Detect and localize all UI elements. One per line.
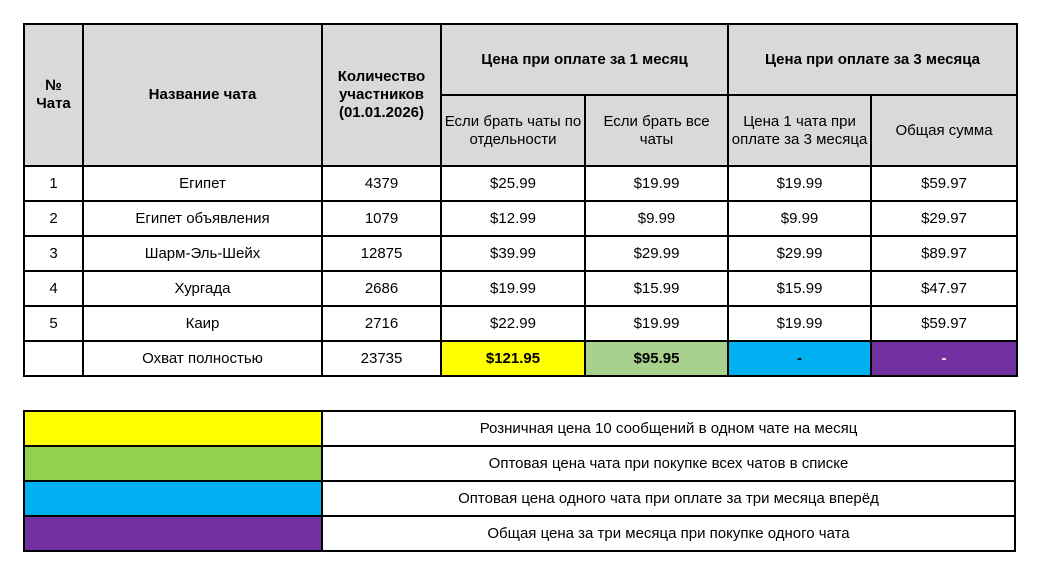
summary-num [24,341,83,376]
cell-name: Шарм-Эль-Шейх [83,236,322,271]
cell-count: 4379 [322,166,441,201]
legend-text: Оптовая цена одного чата при оплате за три месяца вперёд [322,481,1015,516]
summary-name: Охват полностью [83,341,322,376]
cell-count: 2716 [322,306,441,341]
header-all-chats-price: Если брать все чаты [585,95,728,166]
summary-all-total: $95.95 [585,341,728,376]
legend-swatch-purple [24,516,322,551]
cell-name: Египет объявления [83,201,322,236]
legend-swatch-green [24,446,322,481]
legend-swatch-yellow [24,411,322,446]
cell-num: 1 [24,166,83,201]
cell-separate: $19.99 [441,271,585,306]
header-total-sum: Общая сумма [871,95,1017,166]
price-table [23,23,1018,377]
cell-total: $59.97 [871,306,1017,341]
cell-total: $59.97 [871,166,1017,201]
cell-name: Египет [83,166,322,201]
table-row [24,201,1017,236]
cell-count: 1079 [322,201,441,236]
cell-total: $29.97 [871,201,1017,236]
color-legend [23,410,1016,552]
cell-total: $47.97 [871,271,1017,306]
summary-count: 23735 [322,341,441,376]
header-one-chat-three-months: Цена 1 чата при оплате за 3 месяца [728,95,871,166]
summary-row [24,341,1017,376]
legend-text: Общая цена за три месяца при покупке одного чата [322,516,1015,551]
cell-one3m: $19.99 [728,166,871,201]
legend-item [24,446,1015,481]
summary-total-total: - [871,341,1017,376]
legend-item [24,481,1015,516]
table-row [24,271,1017,306]
cell-num: 4 [24,271,83,306]
table-row [24,306,1017,341]
cell-all: $19.99 [585,166,728,201]
cell-one3m: $29.99 [728,236,871,271]
cell-separate: $25.99 [441,166,585,201]
header-separate-price: Если брать чаты по отдельности [441,95,585,166]
cell-num: 2 [24,201,83,236]
cell-count: 12875 [322,236,441,271]
cell-all: $9.99 [585,201,728,236]
header-chat-name: Название чата [83,24,322,166]
header-chat-number: № Чата [24,24,83,166]
cell-num: 3 [24,236,83,271]
cell-all: $15.99 [585,271,728,306]
table-row [24,166,1017,201]
cell-separate: $39.99 [441,236,585,271]
legend-swatch-blue [24,481,322,516]
cell-num: 5 [24,306,83,341]
cell-all: $19.99 [585,306,728,341]
cell-name: Каир [83,306,322,341]
summary-one3m-total: - [728,341,871,376]
cell-one3m: $15.99 [728,271,871,306]
legend-text: Розничная цена 10 сообщений в одном чате на месяц [322,411,1015,446]
cell-total: $89.97 [871,236,1017,271]
cell-count: 2686 [322,271,441,306]
cell-name: Хургада [83,271,322,306]
cell-all: $29.99 [585,236,728,271]
legend-item [24,516,1015,551]
header-price-three-months: Цена при оплате за 3 месяца [728,24,1017,95]
summary-separate-total: $121.95 [441,341,585,376]
legend-text: Оптовая цена чата при покупке всех чатов в списке [322,446,1015,481]
cell-one3m: $9.99 [728,201,871,236]
header-member-count: Количество участников (01.01.2026) [322,24,441,166]
cell-separate: $12.99 [441,201,585,236]
table-row [24,236,1017,271]
cell-one3m: $19.99 [728,306,871,341]
legend-item [24,411,1015,446]
header-price-one-month: Цена при оплате за 1 месяц [441,24,728,95]
cell-separate: $22.99 [441,306,585,341]
